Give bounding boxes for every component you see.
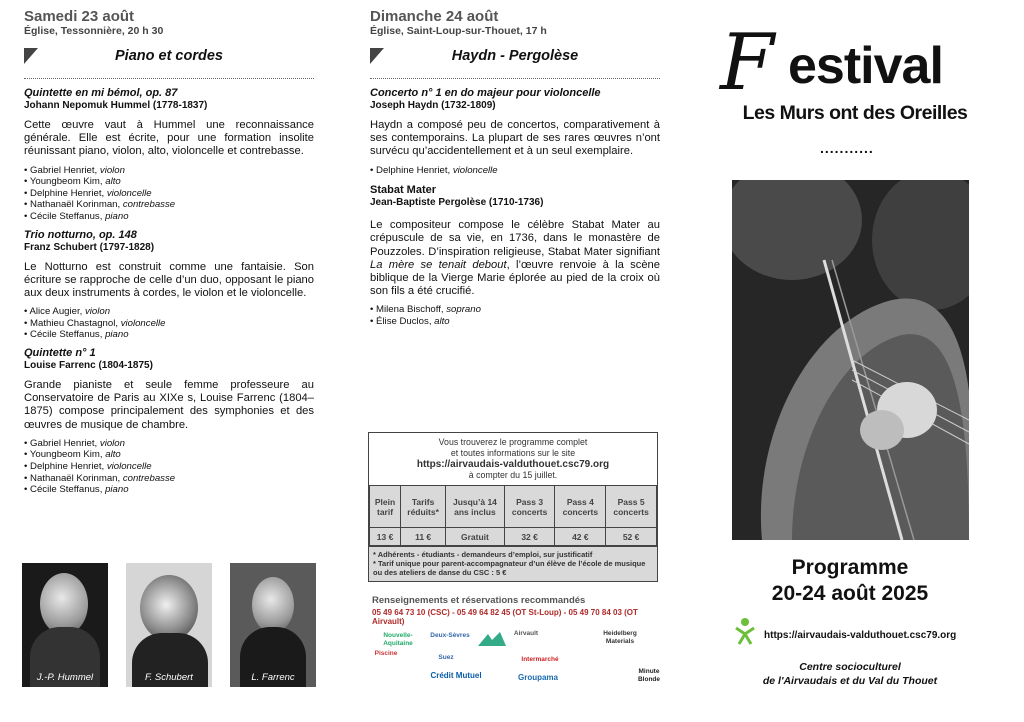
work-block [370,184,660,327]
price-header: Pass 3 concerts [504,486,555,528]
price-header: Tarifs réduits* [401,486,446,528]
portrait-face [40,573,88,635]
player-list [370,304,660,327]
work-title: Quintette n° 1 [24,346,96,359]
sponsor-logos [364,626,664,690]
work-block [24,87,314,223]
cello-photo [732,180,969,540]
portrait-hummel [22,563,108,687]
sunday-column [370,0,660,334]
portrait-schubert [126,563,212,687]
player-item: • Delphine Henriet, violoncelle [24,188,314,200]
work-description: Le compositeur compose le célèbre Stabat Mater au crépuscule de sa vie, en 1736, dans le monastère de Pouzzoles. D’inspiration religieuse, Stabat Mater signifiant La mère se tenait debout, l’œuvre renvoie à la scène biblique de la Vierge Marie éplorée au pied de la croix où son fils a été crucifié. [370,219,660,298]
player-item: • Cécile Steffanus, piano [24,484,314,496]
price-header: Pass 5 concerts [606,486,657,528]
logo-nouvelle-aquitaine: Nouvelle-Aquitaine [383,632,413,647]
work-block [24,229,314,341]
price-value: 13 € [370,528,401,546]
logo-minute-blonde: Minute Blonde [637,668,661,683]
day-venue: Église, Saint-Loup-sur-Thouet, 17 h [370,25,547,37]
work-block [370,87,660,176]
portrait-farrenc [230,563,316,687]
programme-title [700,555,1000,607]
price-header: Plein tarif [370,486,401,528]
logo-intermarche: Intermarché [521,656,559,663]
cello-illustration [732,180,969,540]
player-item: • Delphine Henriet, violoncelle [24,461,314,473]
theme-title: Haydn - Pergolèse [451,48,579,64]
player-item: • Nathanaël Korinman, contrebasse [24,473,314,485]
saturday-column [24,0,314,502]
info-line: Vous trouverez le programme complet [438,437,588,447]
player-item: • Gabriel Henriet, violon [24,165,314,177]
theme-banner [24,44,314,74]
portrait-caption: L. Farrenc [251,672,295,683]
festival-initial: F [720,18,775,108]
price-table [369,485,657,546]
work-description: Le Notturno est construit comme une fantaisie. Son écriture se rapproche de celle d’un duo, opposant le piano aux deux instruments à cordes, le violon et le violoncelle. [24,260,314,299]
csc-logo-icon [730,616,760,646]
player-item: • Alice Augier, violon [24,306,314,318]
work-title: Trio notturno, op. 148 [24,228,137,241]
portrait-caption: F. Schubert [145,672,193,683]
logo-heidelberg: Heidelberg Materials [603,630,637,645]
day-title: Dimanche 24 août [370,8,499,25]
work-title: Quintette en mi bémol, op. 87 [24,87,178,99]
portrait-caption: J.-P. Hummel [36,672,94,683]
work-composer: Johann Nepomuk Hummel (1778-1837) [24,100,208,111]
website-link[interactable]: https://airvaudais-valduthouet.csc79.org [764,630,957,641]
organizer-line: Centre socioculturel [799,661,901,673]
price-notes [369,546,657,581]
logo-deux-sevres: Deux-Sèvres [430,632,470,639]
work-description: Haydn a composé peu de concertos, comparativement à ses contemporains. La plupart de ses rares œuvres n’ont survécu qu’accidentellement et à un seul exemplaire. [370,119,660,158]
player-item: • Milena Bischoff, soprano [370,304,660,316]
website-row [730,616,990,646]
price-note: * Adhérents - étudiants - demandeurs d’emploi, sur justificatif [373,550,593,559]
player-item: • Cécile Steffanus, piano [24,329,314,341]
player-list [24,306,314,341]
price-header: Jusqu’à 14 ans inclus [446,486,505,528]
work-composer: Jean-Baptiste Pergolèse (1710-1736) [370,197,544,209]
price-header-row [370,486,657,528]
work-composer: Joseph Haydn (1732-1809) [370,100,496,111]
portrait-face [140,575,198,641]
festival-subtitle: Les Murs ont des Oreilles [742,102,968,124]
portrait-face [252,577,294,633]
organizer-name [700,660,1000,688]
price-value: Gratuit [446,528,505,546]
programme-label: Programme [791,556,909,579]
price-header: Pass 4 concerts [555,486,606,528]
price-value: 32 € [504,528,555,546]
work-block [24,347,314,496]
work-description: Cette œuvre vaut à Hummel une reconnaissance générale. Elle est écrite, pour une formation insolite réunissant piano, violon, alto, violoncelle et contrebasse. [24,119,314,158]
player-item: • Élise Duclos, alto [370,316,660,328]
price-value: 11 € [401,528,446,546]
player-item: • Nathanaël Korinman, contrebasse [24,199,314,211]
player-list [24,438,314,496]
info-url-link[interactable]: https://airvaudais-valduthouet.csc79.org [416,459,610,470]
day-title: Samedi 23 août [24,8,135,25]
programme-dates: 20-24 août 2025 [771,582,929,605]
logo-piscine: Piscine [374,650,398,657]
player-list [370,165,660,177]
theme-banner [370,44,660,74]
price-value-row [370,528,657,546]
organizer-line: de l'Airvaudais et du Val du Thouet [762,675,938,687]
player-item: • Youngbeom Kim, alto [24,449,314,461]
logo-credit-mutuel: Crédit Mutuel [430,671,482,680]
work-composer: Franz Schubert (1797-1828) [24,241,155,253]
work-composer: Louise Farrenc (1804-1875) [24,359,153,371]
contact-block [372,595,662,626]
festival-title [718,18,998,108]
player-item: • Mathieu Chastagnol, violoncelle [24,318,314,330]
dotted-ornament: ........... [820,140,874,156]
theme-title: Piano et cordes [115,48,223,64]
dotted-divider [24,78,314,79]
logo-suez: Suez [438,654,454,661]
contact-title: Renseignements et réservations recommandés [372,595,586,606]
player-item: • Gabriel Henriet, violon [24,438,314,450]
composer-portraits [22,563,322,688]
festival-rest: estival [788,37,943,95]
info-box [368,432,658,582]
info-line: et toutes informations sur le site [450,448,576,458]
work-title: Concerto n° 1 en do majeur pour violoncelle [370,87,601,99]
player-list [24,165,314,223]
contact-phones: 05 49 64 73 10 (CSC) - 05 49 64 82 45 (OT St-Loup) - 05 49 70 84 03 (OT Airvault) [372,608,638,626]
player-item: • Youngbeom Kim, alto [24,176,314,188]
info-intro [369,433,657,485]
dotted-divider [370,78,660,79]
price-note: * Tarif unique pour parent-accompagnateur d’un élève de l’école de musique ou des ateliers de danse du CSC : 5 € [373,559,646,578]
info-line: à compter du 15 juillet. [468,470,558,480]
price-value: 52 € [606,528,657,546]
work-title: Stabat Mater [370,184,437,197]
price-value: 42 € [555,528,606,546]
player-item: • Cécile Steffanus, piano [24,211,314,223]
work-description: Grande pianiste et seule femme professeure au Conservatoire de Paris au XIXe s, Louise Farrenc (1804–1875) compose principalement des symphonies et des œuvres de musique de chambre. [24,378,314,431]
logo-groupama: Groupama [517,673,558,682]
day-venue: Église, Tessonnière, 20 h 30 [24,25,164,37]
player-item: • Delphine Henriet, violoncelle [370,165,660,177]
logo-airvault: Airvault [513,630,539,637]
